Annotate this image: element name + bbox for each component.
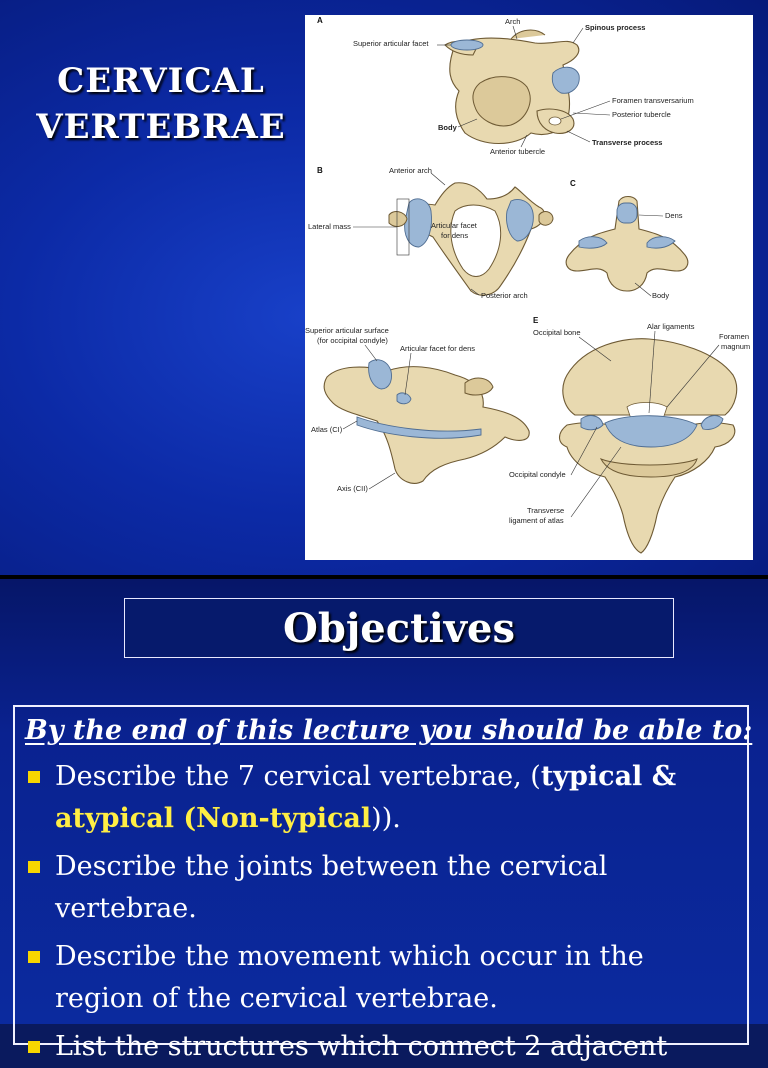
bullet-square-icon: [28, 861, 40, 873]
label-body-c: Body: [652, 291, 670, 300]
label-superior-articular-facet: Superior articular facet: [353, 39, 429, 48]
label-articular-facet-dens-1: Articular facet: [431, 221, 477, 230]
panel-label-e: E: [533, 316, 539, 325]
objective-1-bold: typical &: [540, 761, 677, 792]
panel-label-b: B: [317, 166, 323, 175]
anatomy-figure: [305, 15, 753, 560]
ligaments-drawing: [560, 339, 737, 553]
label-foramen-magnum-1: Foramen: [719, 332, 750, 341]
label-axis: Axis (CII): [337, 484, 368, 493]
label-alar-ligaments: Alar ligaments: [647, 322, 695, 331]
title-line-2: VERTEBRAE: [36, 107, 286, 147]
label-transverse-ligament-2: ligament of atlas: [509, 516, 564, 525]
objective-3-text: Describe the movement which occur in the region of the cervical vertebrae.: [55, 941, 644, 1014]
objective-1-text: Describe the 7 cervical vertebrae, (: [55, 761, 541, 792]
label-anterior-arch: Anterior arch: [389, 166, 432, 175]
objective-item-4: [25, 1026, 737, 1068]
label-superior-articular-surface-1: Superior articular surface: [305, 326, 389, 335]
bullet-square-icon: [28, 951, 40, 963]
panel-label-a: A: [317, 16, 323, 25]
label-posterior-arch: Posterior arch: [481, 291, 528, 300]
atlas-drawing: [389, 183, 553, 296]
label-body: Body: [438, 123, 457, 132]
label-occipital-bone: Occipital bone: [533, 328, 581, 337]
label-transverse-ligament-1: Transverse: [527, 506, 565, 515]
label-spinous-process: Spinous process: [585, 23, 646, 32]
label-articular-facet-dens-2: for dens: [441, 231, 469, 240]
objectives-title-box: [124, 598, 674, 658]
objectives-title: Objectives: [283, 604, 515, 652]
objectives-content-box: [13, 705, 753, 1062]
label-transverse-process: Transverse process: [592, 138, 663, 147]
label-atlas: Atlas (CI): [311, 425, 343, 434]
label-foramen-transversarium: Foramen transversarium: [612, 96, 694, 105]
bullet-square-icon: [28, 771, 40, 783]
panel-label-c: C: [570, 179, 576, 188]
label-dens: Dens: [665, 211, 683, 220]
label-foramen-magnum-2: magnum: [721, 342, 751, 351]
slide-objectives: [0, 579, 768, 1062]
label-arch: Arch: [505, 17, 521, 26]
objective-4-text: List the structures which connect 2 adjacent: [55, 1031, 668, 1062]
objective-2-text: Describe the joints between the cervical vertebrae.: [55, 851, 608, 924]
objective-1-end: )).: [371, 803, 401, 834]
objectives-intro: By the end of this lecture you should be able to:: [25, 715, 753, 746]
atlas-axis-lateral-drawing: [324, 360, 529, 484]
objective-item-3: [25, 936, 737, 1020]
label-superior-articular-surface-2: (for occipital condyle): [317, 336, 388, 345]
objective-1-highlight: atypical (Non-typical: [55, 803, 372, 834]
objective-item-2: [25, 846, 737, 930]
slide-title: [26, 58, 296, 150]
label-articular-facet-for-dens: Articular facet for dens: [400, 344, 476, 353]
typical-vertebra-drawing: [445, 30, 579, 143]
objective-item-1: [25, 756, 737, 840]
label-occipital-condyle: Occipital condyle: [509, 470, 566, 479]
label-lateral-mass: Lateral mass: [308, 222, 351, 231]
bullet-square-icon: [28, 1041, 40, 1053]
label-anterior-tubercle: Anterior tubercle: [490, 147, 546, 156]
title-line-1: CERVICAL: [57, 61, 265, 101]
label-posterior-tubercle: Posterior tubercle: [612, 110, 671, 119]
